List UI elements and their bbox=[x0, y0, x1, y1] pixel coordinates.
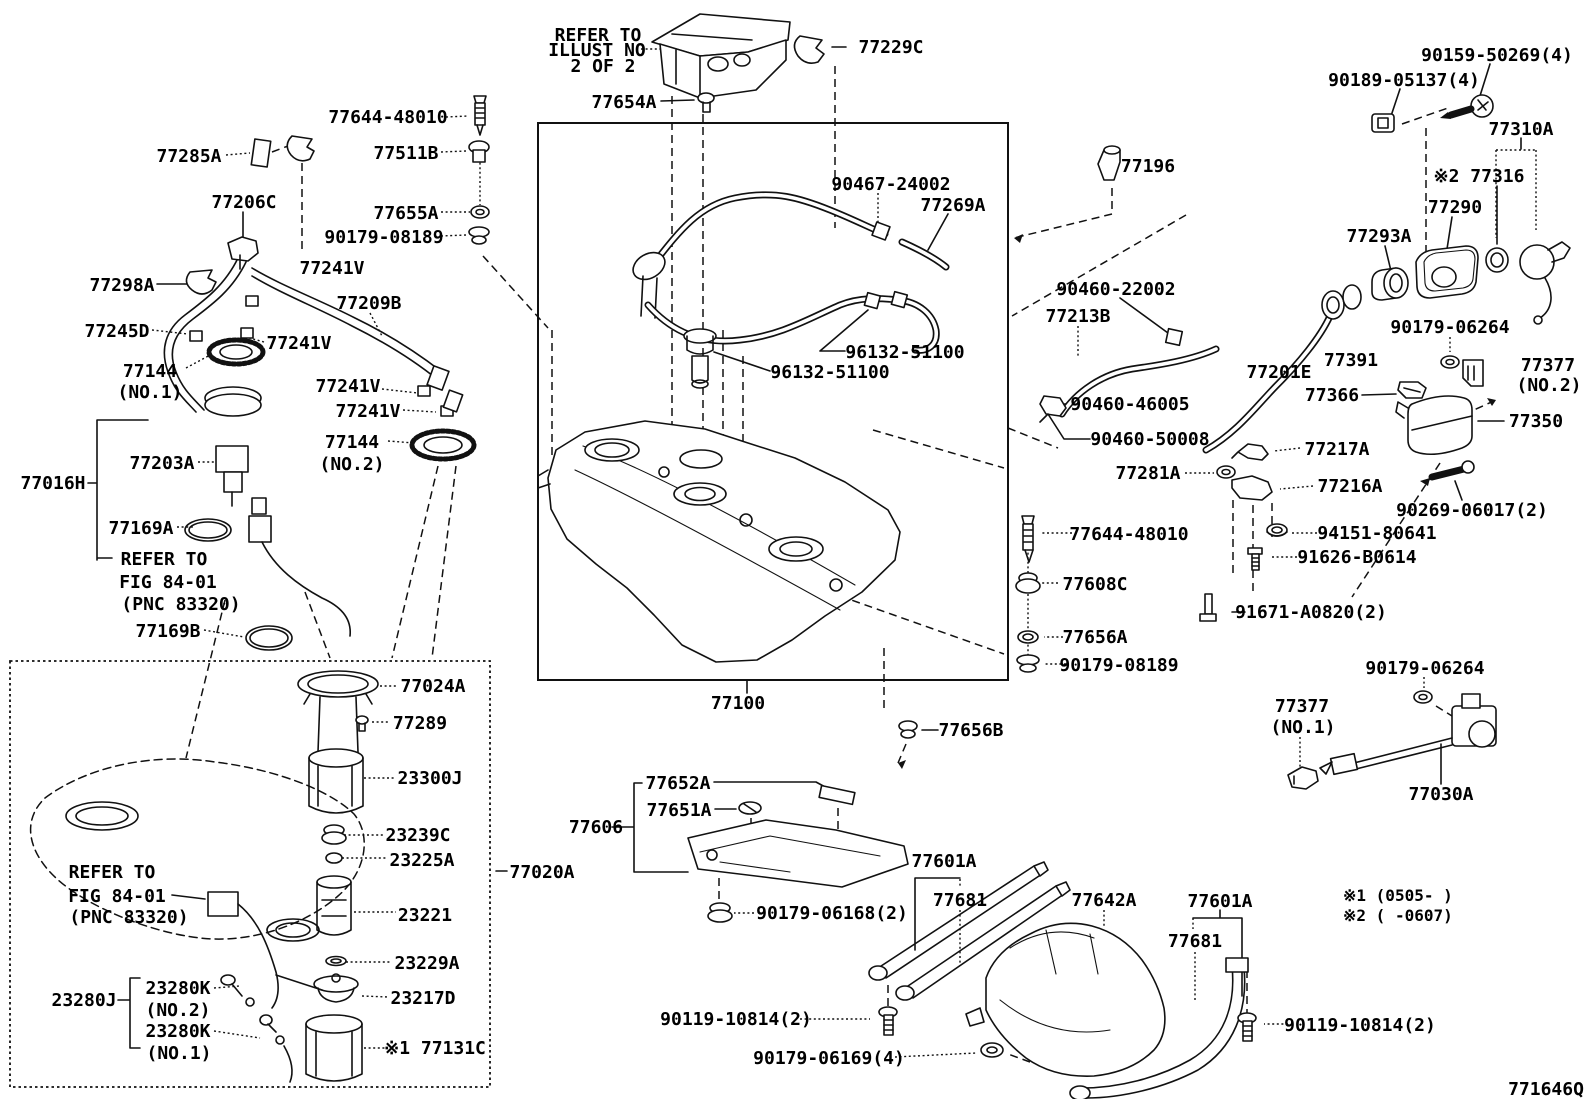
callout-23280K-no1-sub: (NO.1) bbox=[146, 1043, 212, 1064]
callout-77681-left: 77681 bbox=[932, 890, 988, 911]
note-asterisk2: ※2 ( -0607) bbox=[1343, 906, 1453, 925]
callout-23229A: 23229A bbox=[394, 953, 460, 974]
callout-23239C: 23239C bbox=[385, 825, 451, 846]
callout-91626-B0614: 91626-B0614 bbox=[1297, 547, 1417, 568]
callout-77601A-left: 77601A bbox=[911, 851, 977, 872]
callout-77601A-right: 77601A bbox=[1187, 891, 1253, 912]
callout-90460-50008: 90460-50008 bbox=[1090, 429, 1210, 450]
callout-77016H: 77016H bbox=[20, 473, 86, 494]
callout-77144-no1: 77144 bbox=[122, 361, 178, 382]
callout-77285A: 77285A bbox=[156, 146, 222, 167]
canister-art bbox=[652, 14, 824, 112]
callout-77024A: 77024A bbox=[400, 676, 466, 697]
callout-23280K-no2-sub: (NO.2) bbox=[145, 1000, 211, 1021]
callout-23300J: 23300J bbox=[397, 768, 463, 789]
ref-illust-line3: 2 OF 2 bbox=[570, 56, 636, 77]
fuel-tank-art bbox=[538, 195, 946, 738]
callout-77656B: 77656B bbox=[938, 720, 1004, 741]
callout-77245D: 77245D bbox=[84, 321, 150, 342]
callout-23280K-no1: 23280K bbox=[145, 1021, 211, 1042]
callout-90467-24002: 90467-24002 bbox=[831, 174, 951, 195]
callout-23280K-no2: 23280K bbox=[145, 978, 211, 999]
callout-90179-06168: 90179-06168(2) bbox=[756, 903, 908, 924]
callout-94151-80641: 94151-80641 bbox=[1317, 523, 1437, 544]
ref-fig-lower-line1: REFER TO bbox=[68, 862, 156, 883]
callout-77206C: 77206C bbox=[211, 192, 277, 213]
callout-90159-50269: 90159-50269(4) bbox=[1421, 45, 1573, 66]
callout-77241V-a: 77241V bbox=[299, 258, 365, 279]
callout-77655A: 77655A bbox=[373, 203, 439, 224]
ref-illust-line2: ILLUST NO bbox=[548, 40, 646, 61]
callout-77229C: 77229C bbox=[858, 37, 924, 58]
callout-90179-08189-a: 90179-08189 bbox=[324, 227, 444, 248]
callout-77281A: 77281A bbox=[1115, 463, 1181, 484]
callout-77216A: 77216A bbox=[1317, 476, 1383, 497]
callout-77644-48010-b: 77644-48010 bbox=[1069, 524, 1189, 545]
callout-77201E: 77201E bbox=[1246, 362, 1312, 383]
callout-77169B: 77169B bbox=[135, 621, 201, 642]
callout-77377-no1-sub: (NO.1) bbox=[1270, 717, 1336, 738]
callout-77310A: 77310A bbox=[1488, 119, 1554, 140]
callout-77656A: 77656A bbox=[1062, 627, 1128, 648]
callout-77241V-b: 77241V bbox=[266, 333, 332, 354]
ref-fig-lower-line3: (PNC 83320) bbox=[69, 907, 189, 928]
callout-77606: 77606 bbox=[568, 817, 624, 838]
callout-90179-06264-b: 90179-06264 bbox=[1365, 658, 1485, 679]
callout-77269A: 77269A bbox=[920, 195, 986, 216]
callout-77642A: 77642A bbox=[1071, 890, 1137, 911]
callout-77100: 77100 bbox=[710, 693, 766, 714]
ref-illust-line1: REFER TO bbox=[554, 25, 642, 46]
callout-90189-05137: 90189-05137(4) bbox=[1328, 70, 1480, 91]
callout-90460-22002: 90460-22002 bbox=[1056, 279, 1176, 300]
callout-77213B: 77213B bbox=[1045, 306, 1111, 327]
callout-77241V-c: 77241V bbox=[315, 376, 381, 397]
callout-23225A: 23225A bbox=[389, 850, 455, 871]
callout-77144-no2: 77144 bbox=[324, 432, 380, 453]
callout-77293A: 77293A bbox=[1346, 226, 1412, 247]
callout-96132-51100-a: 96132-51100 bbox=[845, 342, 965, 363]
callout-77511B: 77511B bbox=[373, 143, 439, 164]
callout-90179-06169: 90179-06169(4) bbox=[753, 1048, 905, 1069]
callout-77209B: 77209B bbox=[336, 293, 402, 314]
callout-90269-06017: 90269-06017(2) bbox=[1396, 500, 1548, 521]
callout-77652A: 77652A bbox=[645, 773, 711, 794]
callout-90119-10814-right: 90119-10814(2) bbox=[1284, 1015, 1436, 1036]
callout-77377-no2: 77377 bbox=[1520, 355, 1576, 376]
callout-77241V-d: 77241V bbox=[335, 401, 401, 422]
callout-77196: 77196 bbox=[1120, 156, 1176, 177]
callout-77131C: ※1 77131C bbox=[384, 1038, 486, 1059]
callout-90460-46005: 90460-46005 bbox=[1070, 394, 1190, 415]
callout-77316: ※2 77316 bbox=[1433, 166, 1525, 187]
callout-96132-51100-b: 96132-51100 bbox=[770, 362, 890, 383]
ref-fig-upper-line1: REFER TO bbox=[120, 549, 208, 570]
callout-23217D: 23217D bbox=[390, 988, 456, 1009]
suction-tube-assembly-art bbox=[164, 96, 489, 650]
callout-90119-10814-left: 90119-10814(2) bbox=[660, 1009, 812, 1030]
callout-77169A: 77169A bbox=[108, 518, 174, 539]
ref-fig-lower-line2: FIG 84-01 bbox=[68, 886, 166, 907]
callout-77030A: 77030A bbox=[1408, 784, 1474, 805]
callout-77391: 77391 bbox=[1323, 350, 1379, 371]
ref-fig-upper-line3: (PNC 83320) bbox=[121, 594, 241, 615]
callout-77203A: 77203A bbox=[129, 453, 195, 474]
callout-23221: 23221 bbox=[397, 905, 453, 926]
callout-77020A: 77020A bbox=[509, 862, 575, 883]
callout-91671-A0820: 91671-A0820(2) bbox=[1235, 602, 1387, 623]
callout-77350: 77350 bbox=[1508, 411, 1564, 432]
callout-77651A: 77651A bbox=[646, 800, 712, 821]
callout-77681-right: 77681 bbox=[1167, 931, 1223, 952]
callout-23280J: 23280J bbox=[51, 990, 117, 1011]
callout-77289: 77289 bbox=[392, 713, 448, 734]
figure-code: 771646Q bbox=[1508, 1079, 1584, 1099]
callout-77290: 77290 bbox=[1427, 197, 1483, 218]
callout-90179-08189-b: 90179-08189 bbox=[1059, 655, 1179, 676]
note-asterisk1: ※1 (0505- ) bbox=[1343, 886, 1453, 905]
callout-90179-06264-a: 90179-06264 bbox=[1390, 317, 1510, 338]
callout-77377-no1: 77377 bbox=[1274, 696, 1330, 717]
callout-77654A: 77654A bbox=[591, 92, 657, 113]
ref-fig-upper-line2: FIG 84-01 bbox=[119, 572, 217, 593]
callout-77608C: 77608C bbox=[1062, 574, 1128, 595]
callout-77377-no2-sub: (NO.2) bbox=[1516, 375, 1582, 396]
callout-77298A: 77298A bbox=[89, 275, 155, 296]
callout-77144-no1-sub: (NO.1) bbox=[117, 382, 183, 403]
callout-77644-48010-a: 77644-48010 bbox=[328, 107, 448, 128]
callout-77217A: 77217A bbox=[1304, 439, 1370, 460]
callout-77366: 77366 bbox=[1304, 385, 1360, 406]
callout-77144-no2-sub: (NO.2) bbox=[319, 454, 385, 475]
